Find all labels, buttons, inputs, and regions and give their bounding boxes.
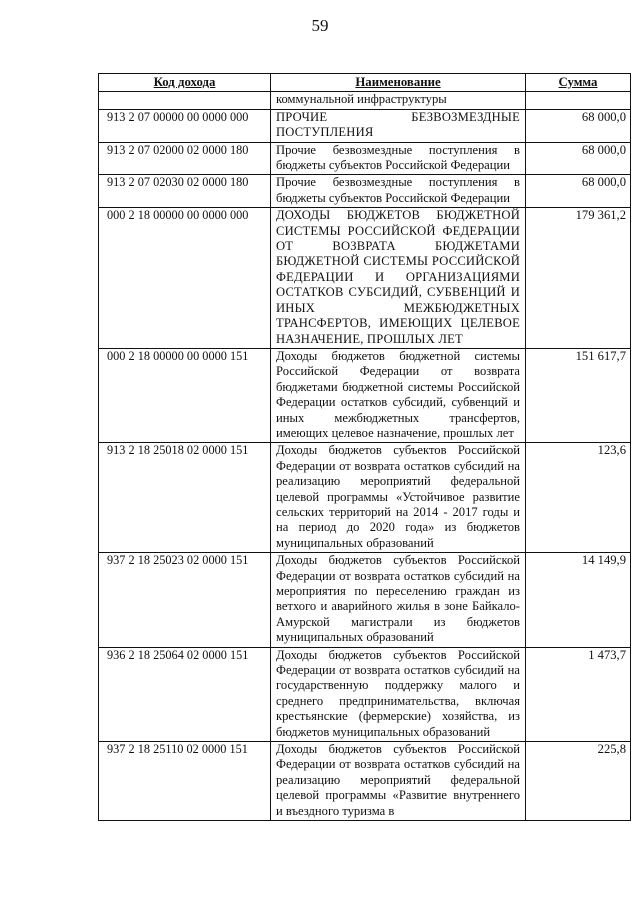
row-name: коммунальной инфраструктуры xyxy=(271,92,526,109)
row-name: Доходы бюджетов субъектов Российской Федерации от возврата остатков субсидий на реализацию мероприятий федеральной целевой программы «Устойчивое развитие сельских территорий на 2014 - 2017 годы и на период до 2020 года» из бюджетов муниципальных образований xyxy=(271,443,526,553)
table-row xyxy=(99,175,631,208)
table-row xyxy=(99,742,631,821)
table-row xyxy=(99,348,631,442)
table-row xyxy=(99,208,631,349)
row-sum: 14 149,9 xyxy=(526,553,631,647)
table-row xyxy=(99,553,631,647)
row-name: Прочие безвозмездные поступления в бюджеты субъектов Российской Федерации xyxy=(271,175,526,208)
row-code: 936 2 18 25064 02 0000 151 xyxy=(99,647,271,741)
header-name: Наименование xyxy=(271,74,526,92)
header-sum: Сумма xyxy=(526,74,631,92)
row-code: 913 2 07 00000 00 0000 000 xyxy=(99,109,271,142)
row-name: ПРОЧИЕ БЕЗВОЗМЕЗДНЫЕ ПОСТУПЛЕНИЯ xyxy=(271,109,526,142)
table-row xyxy=(99,109,631,142)
table-header-row xyxy=(99,74,631,92)
row-code: 000 2 18 00000 00 0000 151 xyxy=(99,348,271,442)
row-code: 913 2 07 02030 02 0000 180 xyxy=(99,175,271,208)
row-sum: 179 361,2 xyxy=(526,208,631,349)
row-code: 913 2 07 02000 02 0000 180 xyxy=(99,142,271,175)
row-sum: 123,6 xyxy=(526,443,631,553)
row-code xyxy=(99,92,271,109)
row-code: 937 2 18 25110 02 0000 151 xyxy=(99,742,271,821)
row-name: Доходы бюджетов субъектов Российской Федерации от возврата остатков субсидий на мероприятия по переселению граждан из ветхого и аварийного жилья в зоне Байкало-Амурской магистрали из бюджетов муниципальных образований xyxy=(271,553,526,647)
table-row xyxy=(99,443,631,553)
row-name: ДОХОДЫ БЮДЖЕТОВ БЮДЖЕТНОЙ СИСТЕМЫ РОССИЙСКОЙ ФЕДЕРАЦИИ ОТ ВОЗВРАТА БЮДЖЕТАМИ БЮДЖЕТНОЙ СИСТЕМЫ РОССИЙСКОЙ ФЕДЕРАЦИИ И ОРГАНИЗАЦИЯМИ ОСТАТКОВ СУБСИДИЙ, СУБВЕНЦИЙ И ИНЫХ МЕЖБЮДЖЕТНЫХ ТРАНСФЕРТОВ, ИМЕЮЩИХ ЦЕЛЕВОЕ НАЗНАЧЕНИЕ, ПРОШЛЫХ ЛЕТ xyxy=(271,208,526,349)
revenue-table xyxy=(98,73,631,821)
row-name: Доходы бюджетов бюджетной системы Российской Федерации от возврата бюджетами бюджетной системы Российской Федерации остатков субсидий, субвенций и иных межбюджетных трансфертов, имеющих целевое назначение, прошлых лет xyxy=(271,348,526,442)
row-sum xyxy=(526,92,631,109)
row-sum: 1 473,7 xyxy=(526,647,631,741)
header-code: Код дохода xyxy=(99,74,271,92)
row-code: 913 2 18 25018 02 0000 151 xyxy=(99,443,271,553)
row-sum: 151 617,7 xyxy=(526,348,631,442)
table-row xyxy=(99,92,631,109)
page-number: 59 xyxy=(311,16,329,35)
row-sum: 68 000,0 xyxy=(526,175,631,208)
row-sum: 225,8 xyxy=(526,742,631,821)
row-code: 937 2 18 25023 02 0000 151 xyxy=(99,553,271,647)
row-code: 000 2 18 00000 00 0000 000 xyxy=(99,208,271,349)
row-name: Прочие безвозмездные поступления в бюджеты субъектов Российской Федерации xyxy=(271,142,526,175)
row-name: Доходы бюджетов субъектов Российской Федерации от возврата остатков субсидий на реализацию мероприятий федеральной целевой программы «Развитие внутреннего и въездного туризма в xyxy=(271,742,526,821)
table-row xyxy=(99,647,631,741)
row-sum: 68 000,0 xyxy=(526,109,631,142)
row-name: Доходы бюджетов субъектов Российской Федерации от возврата остатков субсидий на государственную поддержку малого и среднего предпринимательства, включая крестьянские (фермерские) хозяйства, из бюджетов муниципальных образований xyxy=(271,647,526,741)
table-row xyxy=(99,142,631,175)
row-sum: 68 000,0 xyxy=(526,142,631,175)
